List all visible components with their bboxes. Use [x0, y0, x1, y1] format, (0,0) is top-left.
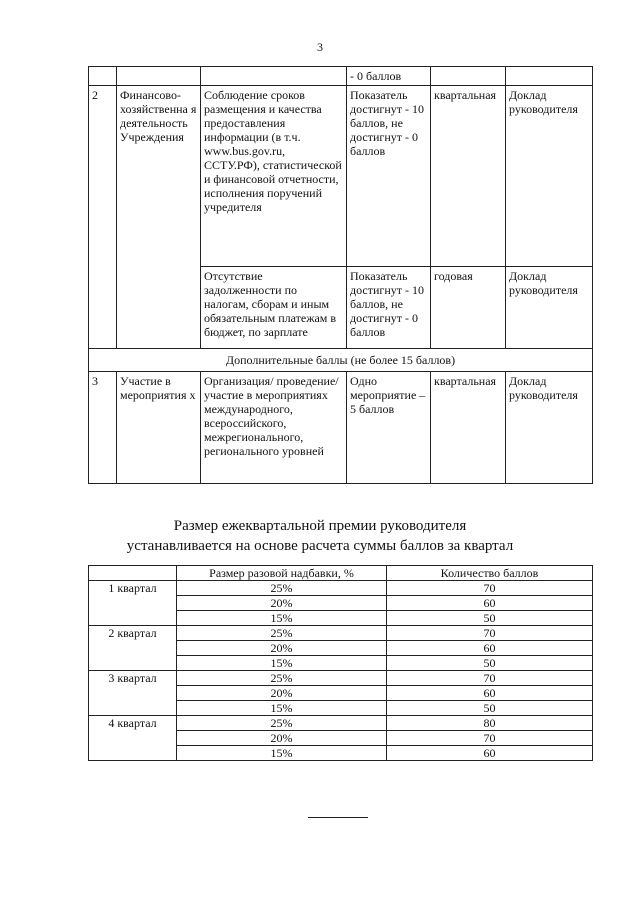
- percent-cell: 25%: [177, 581, 387, 596]
- percent-cell: 15%: [177, 746, 387, 761]
- points-cell: 70: [387, 731, 593, 746]
- percent-cell: 15%: [177, 611, 387, 626]
- table-row: [89, 716, 593, 731]
- points-cell: 70: [387, 671, 593, 686]
- table-row: [89, 581, 593, 596]
- period-cell: квартальная: [431, 372, 506, 484]
- report-cell: Доклад руководителя: [506, 372, 593, 484]
- bonus-heading: Дополнительные баллы (не более 15 баллов): [89, 349, 593, 372]
- report-cell: Доклад руководителя: [506, 86, 593, 267]
- table-row: [89, 686, 593, 701]
- points-cell: 70: [387, 581, 593, 596]
- percent-cell: 25%: [177, 626, 387, 641]
- heading-line-2: устанавливается на основе расчета суммы баллов за квартал: [126, 538, 514, 554]
- table-row: [89, 626, 593, 641]
- quarter-label: 4 квартал: [89, 716, 177, 731]
- table-row: [89, 656, 593, 671]
- column-header: [89, 566, 177, 581]
- percent-cell: 20%: [177, 686, 387, 701]
- row-number: 3: [89, 372, 117, 484]
- table-row: [89, 67, 593, 86]
- area-cell: Участие в мероприятия х: [117, 372, 201, 484]
- section-heading: [0, 516, 640, 556]
- points-cell: 50: [387, 656, 593, 671]
- points-cell: 60: [387, 641, 593, 656]
- table-row: [89, 86, 593, 267]
- criteria-table: [88, 66, 593, 484]
- table-row: [89, 349, 593, 372]
- header-row: [89, 566, 593, 581]
- points-cell: 60: [387, 596, 593, 611]
- criterion-cell: Отсутствие задолженности по налогам, сборам и иным обязательным платежам в бюджет, по зарплате: [201, 267, 347, 349]
- indicator-cell: - 0 баллов: [347, 67, 431, 86]
- percent-cell: 20%: [177, 731, 387, 746]
- table-row: [89, 701, 593, 716]
- percent-cell: 25%: [177, 716, 387, 731]
- points-cell: 80: [387, 716, 593, 731]
- criterion-cell: Организация/ проведение/участие в мероприятиях международного, всероссийского, межрегионального, регионального уровней: [201, 372, 347, 484]
- percent-cell: 15%: [177, 701, 387, 716]
- premium-table: [88, 565, 593, 761]
- footer-divider: [308, 817, 368, 818]
- period-cell: годовая: [431, 267, 506, 349]
- page-number: 3: [317, 40, 323, 54]
- criterion-cell: Соблюдение сроков размещения и качества предоставления информации (в т.ч. www.bus.gov.ru, ССТУ.РФ), статистической и финансовой отчетности, исполнения поручений учредителя: [201, 86, 347, 267]
- table-row: [89, 671, 593, 686]
- points-cell: 60: [387, 686, 593, 701]
- percent-cell: 15%: [177, 656, 387, 671]
- period-cell: квартальная: [431, 86, 506, 267]
- row-number: 2: [89, 86, 117, 349]
- quarter-label: 1 квартал: [89, 581, 177, 596]
- quarter-label: 2 квартал: [89, 626, 177, 641]
- points-cell: 50: [387, 611, 593, 626]
- points-cell: 60: [387, 746, 593, 761]
- table-row: [89, 596, 593, 611]
- indicator-cell: Одно мероприятие – 5 баллов: [347, 372, 431, 484]
- percent-cell: 25%: [177, 671, 387, 686]
- table-row: [89, 611, 593, 626]
- column-header: Количество баллов: [387, 566, 593, 581]
- points-cell: 50: [387, 701, 593, 716]
- points-cell: 70: [387, 626, 593, 641]
- quarter-label: 3 квартал: [89, 671, 177, 686]
- table-row: [89, 746, 593, 761]
- percent-cell: 20%: [177, 596, 387, 611]
- percent-cell: 20%: [177, 641, 387, 656]
- indicator-cell: Показатель достигнут - 10 баллов, не достигнут - 0 баллов: [347, 267, 431, 349]
- heading-line-1: Размер ежеквартальной премии руководителя: [173, 518, 467, 534]
- table-row: [89, 641, 593, 656]
- report-cell: Доклад руководителя: [506, 267, 593, 349]
- column-header: Размер разовой надбавки, %: [177, 566, 387, 581]
- area-cell: Финансово-хозяйственна я деятельность Учреждения: [117, 86, 201, 349]
- table-row: [89, 372, 593, 484]
- indicator-cell: Показатель достигнут - 10 баллов, не достигнут - 0 баллов: [347, 86, 431, 267]
- table-row: [89, 731, 593, 746]
